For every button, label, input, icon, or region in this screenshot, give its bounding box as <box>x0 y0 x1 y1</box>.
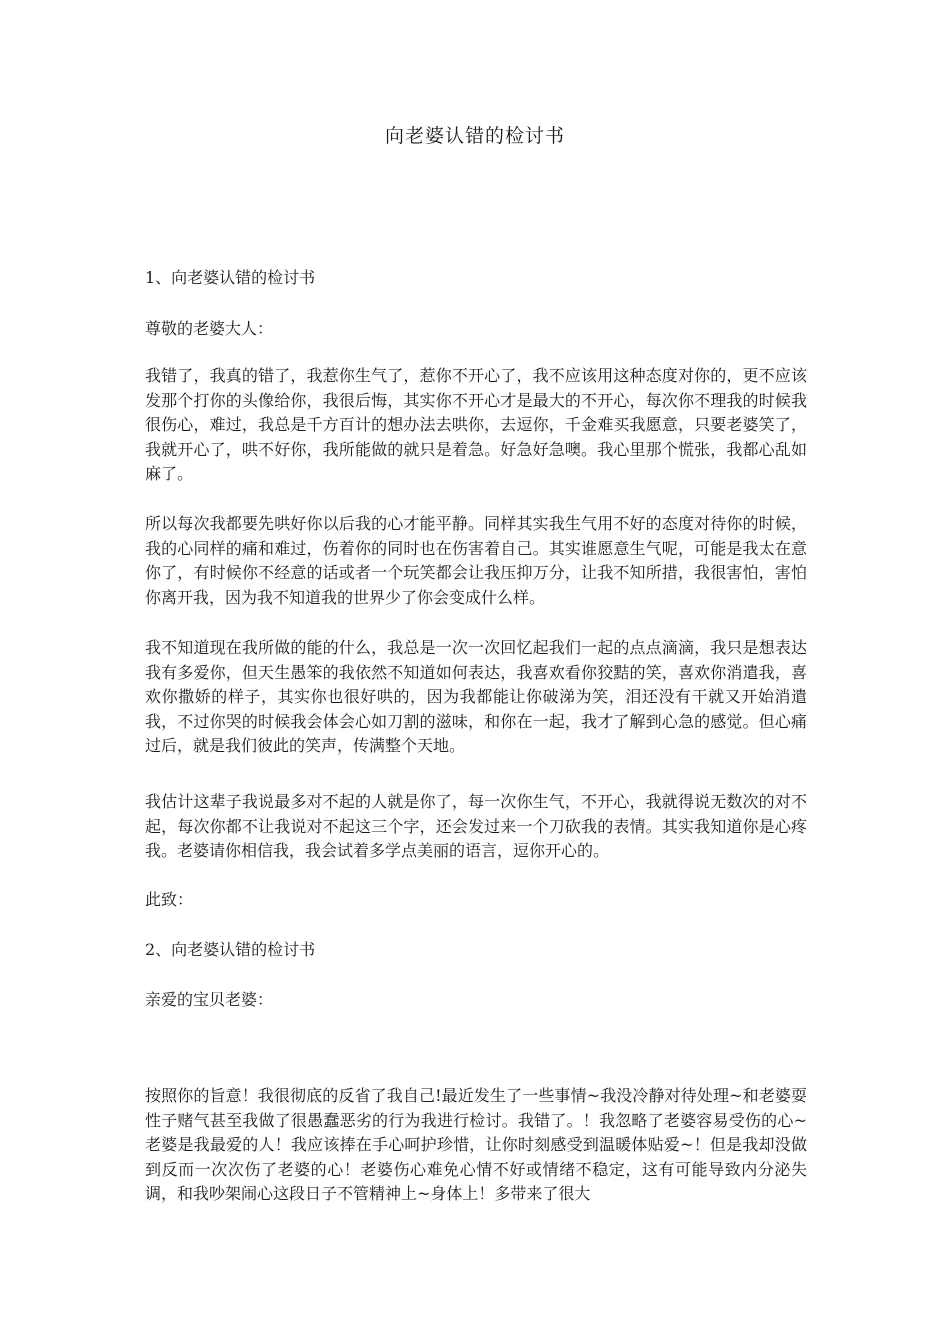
section-2-salutation: 亲爱的宝贝老婆： <box>145 990 274 1009</box>
section-2-heading: 2、向老婆认错的检讨书 <box>145 940 316 959</box>
section-2-paragraph-1: 按照你的旨意！我很彻底的反省了我自己!最近发生了一些事情~我没冷静对待处理~和老婆耍性子赌气甚至我做了很愚蠢恶劣的行为我进行检讨。我错了。！我忽略了老婆容易受伤的心~老婆是我最爱的人！我应该捧在手心呵护珍惜，让你时刻感受到温暖体贴爱~！但是我却没做到反而一次次伤了老婆的心！老婆伤心难免心情不好或情绪不稳定，这有可能导致内分泌失调，和我吵架闹心这段日子不管精神上~身体上！多带来了很大 <box>145 1086 807 1203</box>
document-title: 向老婆认错的检讨书 <box>384 125 565 147</box>
section-1-paragraph-4: 我估计这辈子我说最多对不起的人就是你了，每一次你生气，不开心，我就得说无数次的对不起，每次你都不让我说对不起这三个字，还会发过来一个刀砍我的表情。其实我知道你是心疼我。老婆请你相信我，我会试着多学点美丽的语言，逗你开心的。 <box>145 792 807 860</box>
section-1-paragraph-1: 我错了，我真的错了，我惹你生气了，惹你不开心了，我不应该用这种态度对你的，更不应该发那个打你的头像给你，我很后悔，其实你不开心才是最大的不开心，每次你不理我的时候我很伤心，难过，我总是千方百计的想办法去哄你，去逗你，千金难买我愿意，只要老婆笑了，我就开心了，哄不好你，我所能做的就只是着急。好急好急噢。我心里那个慌张，我都心乱如麻了。 <box>145 366 807 483</box>
section-1-closing: 此致： <box>145 890 194 909</box>
section-1-heading: 1、向老婆认错的检讨书 <box>145 268 316 287</box>
section-1-salutation: 尊敬的老婆大人： <box>145 319 274 338</box>
section-1-paragraph-2: 所以每次我都要先哄好你以后我的心才能平静。同样其实我生气用不好的态度对待你的时候，我的心同样的痛和难过，伤着你的同时也在伤害着自己。其实谁愿意生气呢，可能是我太在意你了，有时候你不经意的话或者一个玩笑都会让我压抑万分，让我不知所措，我很害怕，害怕你离开我，因为我不知道我的世界少了你会变成什么样。 <box>145 514 807 607</box>
section-1-paragraph-3: 我不知道现在我所做的能的什么，我总是一次一次回忆起我们一起的点点滴滴，我只是想表达我有多爱你，但天生愚笨的我依然不知道如何表达，我喜欢看你狡黠的笑，喜欢你消遣我，喜欢你撒娇的样子，其实你也很好哄的，因为我都能让你破涕为笑，泪还没有干就又开始消遣我，不过你哭的时候我会体会心如刀割的滋味，和你在一起，我才了解到心急的感觉。但心痛过后，就是我们彼此的笑声，传满整个天地。 <box>145 638 807 755</box>
